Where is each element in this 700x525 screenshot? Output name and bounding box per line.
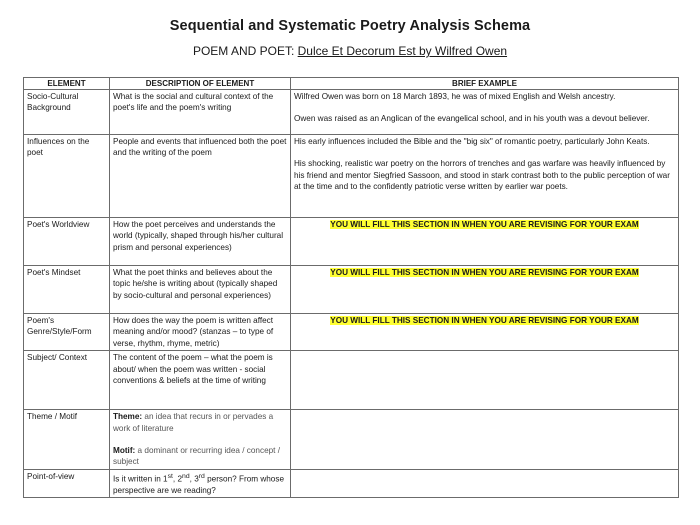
pov-text: , 2: [172, 474, 183, 484]
table-row: [24, 90, 679, 135]
example-cell: [291, 314, 679, 351]
example-cell: [291, 135, 679, 218]
example-paragraph: Owen was raised as an Anglican of the evangelical school, and in his youth was a devout believer.: [294, 114, 650, 124]
example-cell: [291, 410, 679, 470]
example-cell: [291, 90, 679, 135]
description-cell: How the poet perceives and understands the world (typically, shaped through his/her cultural prism and personal experiences): [110, 218, 291, 266]
pov-sup: rd: [198, 472, 205, 480]
pov-text: , 3: [189, 474, 199, 484]
header-example: BRIEF EXAMPLE: [291, 78, 679, 90]
analysis-table: [23, 77, 679, 498]
description-cell: What is the social and cultural context of the poet's life and the poem's writing: [110, 90, 291, 135]
description-cell: How does the way the poem is written affect meaning and/or mood? (stanzas – to type of verse, rhythm, rhyme, metric): [110, 314, 291, 351]
element-cell: Theme / Motif: [24, 410, 110, 470]
subtitle-label: POEM AND POET:: [192, 44, 298, 58]
highlighted-instruction: YOU WILL FILL THIS SECTION IN WHEN YOU ARE REVISING FOR YOUR EXAM: [330, 316, 639, 325]
pov-text: person? From whose perspective are we reading?: [113, 474, 285, 495]
poem-title: Dulce Et Decorum Est by Wilfred Owen: [297, 44, 508, 58]
page-title: Sequential and Systematic Poetry Analysis Schema: [169, 18, 531, 34]
description-cell: People and events that influenced both the poet and the writing of the poem: [110, 135, 291, 218]
table-row: [24, 218, 679, 266]
table-header-row: [24, 78, 679, 90]
header-element: ELEMENT: [24, 78, 110, 90]
pov-sup: nd: [182, 472, 190, 480]
element-cell: Poet's Mindset: [24, 266, 110, 314]
theme-def-text: an idea that recurs in or pervades a work of literature: [113, 412, 274, 433]
example-paragraph: Wilfred Owen was born on 18 March 1893, he was of mixed English and Welsh ancestry.: [294, 92, 616, 101]
description-cell: [110, 469, 291, 498]
pov-sup: st: [167, 472, 173, 480]
header-description: DESCRIPTION OF ELEMENT: [110, 78, 291, 90]
example-cell: [291, 469, 679, 498]
table-row: [24, 410, 679, 470]
element-cell: Poet's Worldview: [24, 218, 110, 266]
description-cell: [110, 410, 291, 470]
theme-term: Theme:: [113, 412, 143, 422]
table-row: [24, 314, 679, 351]
motif-def-text: a dominant or recurring idea / concept / subject: [113, 446, 281, 467]
highlighted-instruction: YOU WILL FILL THIS SECTION IN WHEN YOU ARE REVISING FOR YOUR EXAM: [330, 220, 639, 229]
element-cell: Poem's Genre/Style/Form: [24, 314, 110, 351]
motif-definition: [113, 445, 287, 468]
example-cell: [291, 266, 679, 314]
motif-term: Motif:: [113, 446, 136, 456]
example-paragraph: His early influences included the Bible and the "big six" of romantic poetry, particularly John Keats.: [294, 137, 650, 146]
pov-text: Is it written in 1: [113, 474, 168, 484]
table-row: [24, 135, 679, 218]
example-paragraph: His shocking, realistic war poetry on the horrors of trenches and gas warfare was heavily influenced by his friend and mentor Siegfried Sassoon, and stood in stark contrast both to the public perception of war at the time and to the confidently patriotic verse written by earlier war poets.: [294, 159, 670, 192]
theme-definition: [113, 411, 287, 434]
page-subtitle: [0, 44, 700, 58]
table-row: [24, 469, 679, 498]
description-cell: The content of the poem – what the poem is about/ when the poem was written - social conventions & beliefs at the time of writing: [110, 351, 291, 410]
element-cell: Point-of-view: [24, 469, 110, 498]
element-cell: Subject/ Context: [24, 351, 110, 410]
example-cell: [291, 351, 679, 410]
description-cell: What the poet thinks and believes about the topic he/she is writing about (typically shaped by socio-cultural and personal experiences): [110, 266, 291, 314]
element-cell: Socio-Cultural Background: [24, 90, 110, 135]
highlighted-instruction: YOU WILL FILL THIS SECTION IN WHEN YOU ARE REVISING FOR YOUR EXAM: [330, 268, 639, 277]
element-cell: Influences on the poet: [24, 135, 110, 218]
table-row: [24, 266, 679, 314]
example-cell: [291, 218, 679, 266]
table-row: [24, 351, 679, 410]
